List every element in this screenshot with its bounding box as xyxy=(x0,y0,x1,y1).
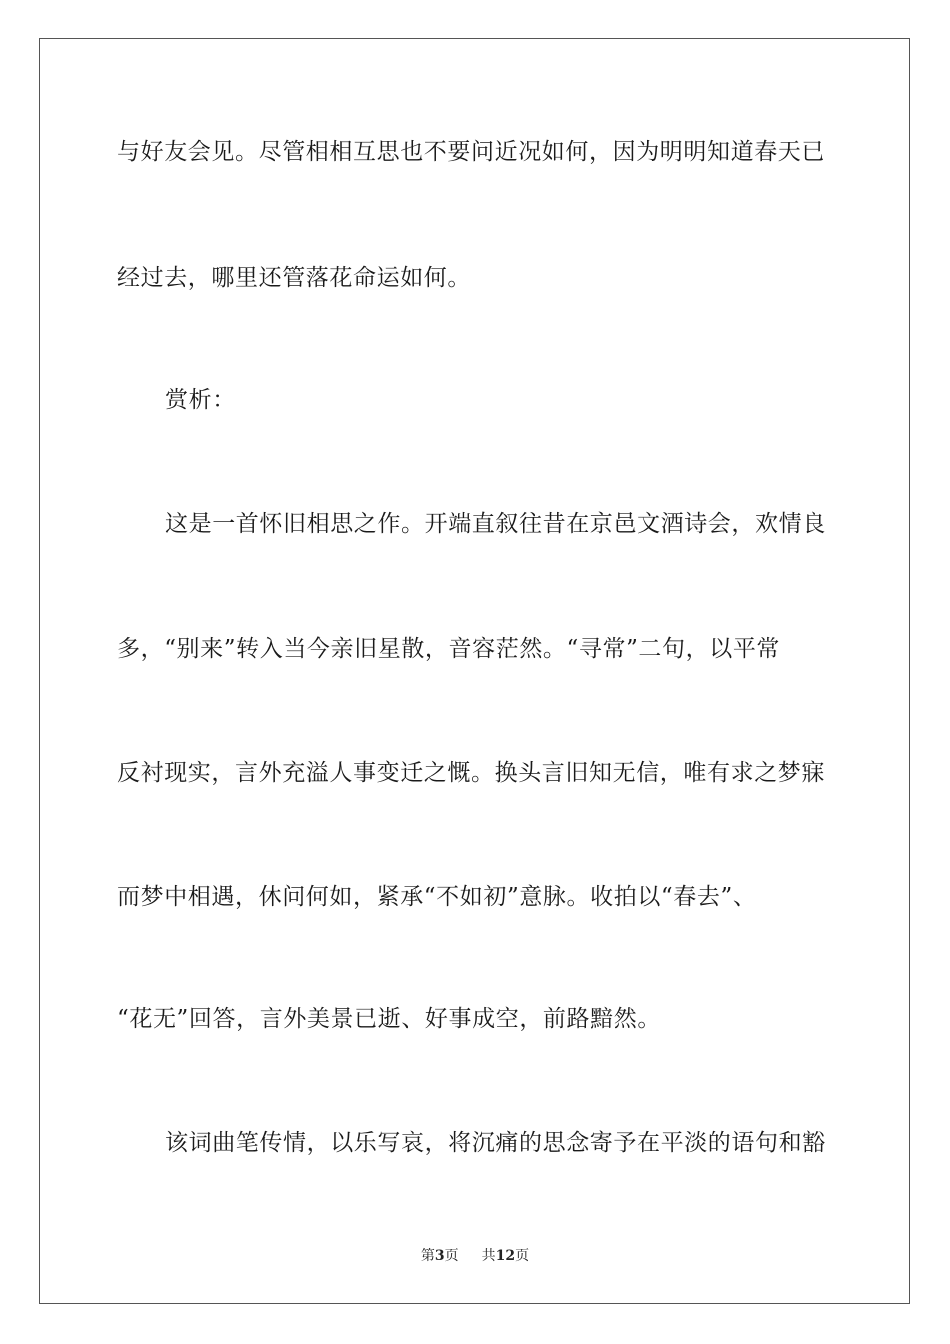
page-frame xyxy=(39,38,910,1304)
text-line-5: 多，“别来”转入当今亲旧星散，音容茫然。“寻常”二句，以平常 xyxy=(117,636,781,662)
page-footer xyxy=(0,1247,950,1265)
footer-page-suffix: 页 xyxy=(444,1248,459,1264)
footer-total-suffix: 页 xyxy=(515,1248,530,1264)
text-line-1: 与好友会见。尽管相相互思也不要问近况如何，因为明明知道春天已 xyxy=(117,139,825,165)
footer-page-prefix: 第 xyxy=(420,1248,435,1264)
text-line-9: 该词曲笔传情，以乐写哀，将沉痛的思念寄予在平淡的语句和豁 xyxy=(165,1130,826,1156)
text-line-2: 经过去，哪里还管落花命运如何。 xyxy=(117,265,471,291)
section-heading-appreciation: 赏析： xyxy=(165,387,236,413)
text-line-6: 反衬现实，言外充溢人事变迁之慨。换头言旧知无信，唯有求之梦寐 xyxy=(117,760,825,786)
footer-total-prefix: 共 xyxy=(481,1248,496,1264)
text-line-4: 这是一首怀旧相思之作。开端直叙往昔在京邑文酒诗会，欢情良 xyxy=(165,511,826,537)
text-line-8: “花无”回答，言外美景已逝、好事成空，前路黯然。 xyxy=(117,1006,661,1032)
text-line-7: 而梦中相遇，休问何如，紧承“不如初”意脉。收拍以“春去”、 xyxy=(117,884,757,910)
footer-page-number: 3 xyxy=(434,1248,445,1264)
footer-total-pages: 12 xyxy=(495,1248,516,1264)
